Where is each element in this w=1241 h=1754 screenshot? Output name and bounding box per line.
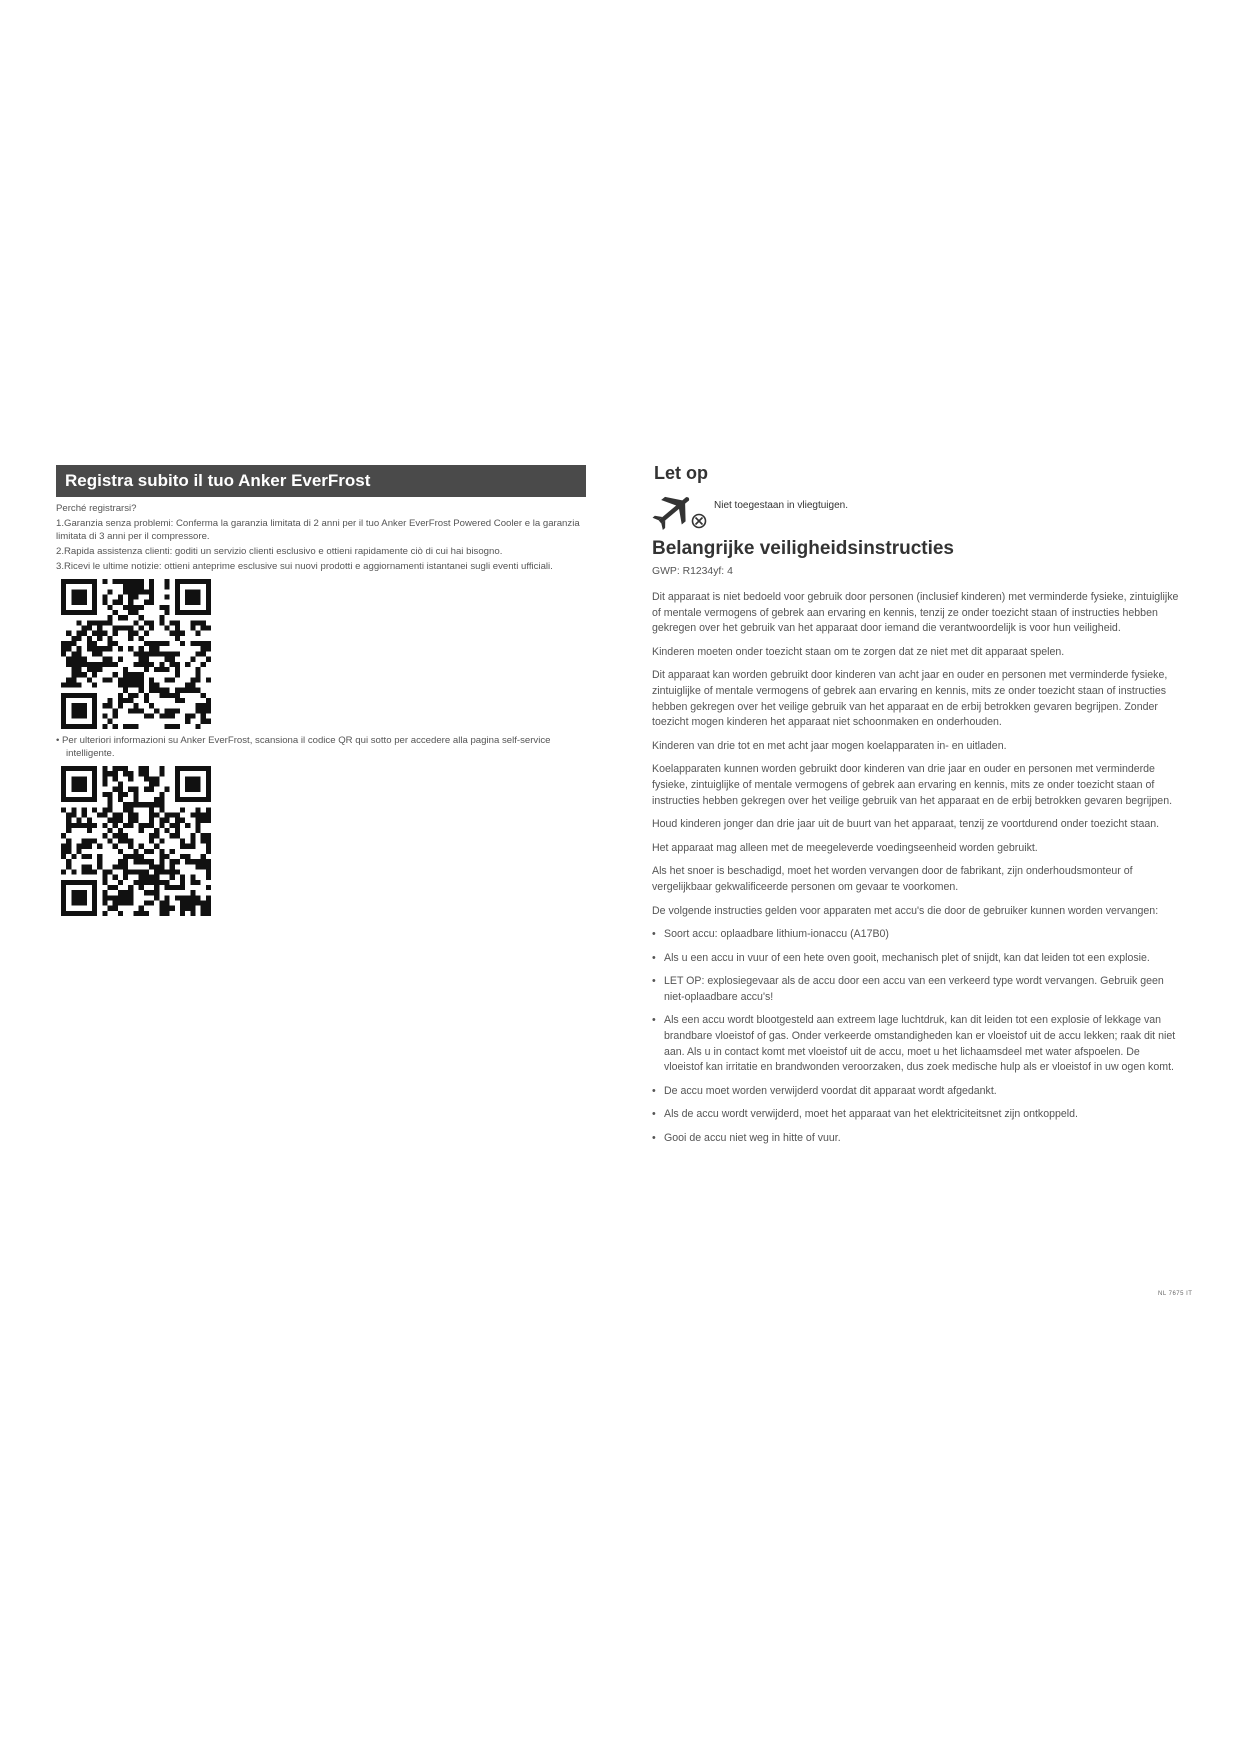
list-item: • Soort accu: oplaadbare lithium-ionaccu (A17B0) (652, 927, 1180, 943)
reason-2: 2.Rapida assistenza clienti: goditi un servizio clienti esclusivo e ottieni rapidamente ciò di cui hai bisogno. (56, 545, 503, 557)
safety-paragraph: Kinderen van drie tot en met acht jaar mogen koelapparaten in- en uitladen. (652, 739, 1007, 752)
safety-paragraph: Als het snoer is beschadigd, moet het worden vervangen door de fabrikant, zijn onderhoudsmonteur of vergelijkbaar gekwalificeerde personen om gevaar te voorkomen. (652, 865, 1133, 893)
gwp-value: GWP: R1234yf: 4 (652, 566, 733, 577)
list-item: • Gooi de accu niet weg in hitte of vuur. (652, 1131, 1180, 1147)
list-item: • LET OP: explosiegevaar als de accu door een accu van een verkeerd type wordt vervangen. Gebruik geen niet-oplaadbare accu's! (652, 974, 1180, 1005)
list-item: • Als u een accu in vuur of een hete oven gooit, mechanisch plet of snijdt, kan dat leiden tot een explosie. (652, 951, 1180, 967)
no-airplane-icon (652, 490, 714, 534)
safety-paragraph: Koelapparaten kunnen worden gebruikt door kinderen van drie jaar en ouder en personen met verminderde fysieke, zintuiglijke of mentale vermogens of gebrek aan ervaring en kennis, mits ze onder toezicht staan of instructies hebben gekregen over het veilige gebruik van het apparaat en de erbij betrokken gevaren begrijpen. (652, 763, 1173, 807)
no-aircraft-notice (652, 490, 1180, 534)
safety-paragraph: Dit apparaat is niet bedoeld voor gebruik door personen (inclusief kinderen) met verminderde fysieke, zintuiglijke of mentale vermogens of gebrek aan ervaring en kennis, tenzij ze onder toezicht staan of instructies hebben gekregen over het gebruik van het apparaat door iemand die verantwoordelijk is voor hun veiligheid. (652, 591, 1179, 635)
registration-section (56, 465, 586, 922)
safety-paragraph: Kinderen moeten onder toezicht staan om te zorgen dat ze niet met dit apparaat spelen. (652, 645, 1065, 658)
self-service-qr-code[interactable] (61, 766, 211, 916)
page-footer: NL 7675 IT (1158, 1291, 1193, 1297)
list-item: • Als de accu wordt verwijderd, moet het apparaat van het elektriciteitsnet zijn ontkoppeld. (652, 1107, 1180, 1123)
battery-instructions (652, 927, 1180, 1147)
safety-section (652, 463, 1180, 1155)
reason-1: 1.Garanzia senza problemi: Conferma la garanzia limitata di 2 anni per il tuo Anker EverFrost Powered Cooler e la garanzia limitata di 3 anni per il compressore. (56, 518, 580, 542)
safety-heading: Belangrijke veiligheidsinstructies (652, 538, 954, 559)
list-item: • Als een accu wordt blootgesteld aan extreem lage luchtdruk, kan dit leiden tot een explosie of lekkage van brandbare vloeistof of gas. Onder verkeerde omstandigheden kan er vloeistof uit de accu lekken; raak dit niet aan. Als u in contact komt met vloeistof uit de accu, moet u het lichaamsdeel met water afspoelen. De vloeistof kan irritatie en brandwonden veroorzaken, dus zoek medische hulp als er vloeistof in uw ogen komt. (652, 1013, 1180, 1075)
safety-paragraph: De volgende instructies gelden voor apparaten met accu's die door de gebruiker kunnen worden vervangen: (652, 904, 1159, 917)
safety-body (652, 590, 1180, 1147)
reason-3: 3.Ricevi le ultime notizie: ottieni anteprime esclusive sui nuovi prodotti e aggiornamenti istantanei sugli eventi ufficiali. (56, 561, 553, 573)
registration-qr-code[interactable] (61, 579, 211, 729)
no-aircraft-text: Niet toegestaan in vliegtuigen. (714, 500, 848, 511)
why-register: Perché registrarsi? (56, 503, 137, 514)
list-item: • De accu moet worden verwijderd voordat dit apparaat wordt afgedankt. (652, 1084, 1180, 1100)
safety-paragraph: Dit apparaat kan worden gebruikt door kinderen van acht jaar en ouder en personen met verminderde fysieke, zintuiglijke of mentale vermogens of gebrek aan ervaring en kennis, mits ze onder toezicht staan of instructies hebben gekregen over het veilige gebruik van het apparaat en de erbij betrokken gevaren begrijpen. Zonder toezicht mogen kinderen het apparaat niet schoonmaken en onderhouden. (652, 669, 1168, 729)
registration-banner: Registra subito il tuo Anker EverFrost (56, 465, 586, 497)
let-op-heading: Let op (654, 463, 708, 483)
self-service-note: • Per ulteriori informazioni su Anker EverFrost, scansiona il codice QR qui sotto per accedere alla pagina self-service intelligente. (56, 735, 551, 759)
safety-paragraph: Het apparaat mag alleen met de meegeleverde voedingseenheid worden gebruikt. (652, 841, 1038, 854)
safety-paragraph: Houd kinderen jonger dan drie jaar uit de buurt van het apparaat, tenzij ze voortdurend onder toezicht staan. (652, 818, 1160, 831)
registration-text (56, 503, 586, 573)
